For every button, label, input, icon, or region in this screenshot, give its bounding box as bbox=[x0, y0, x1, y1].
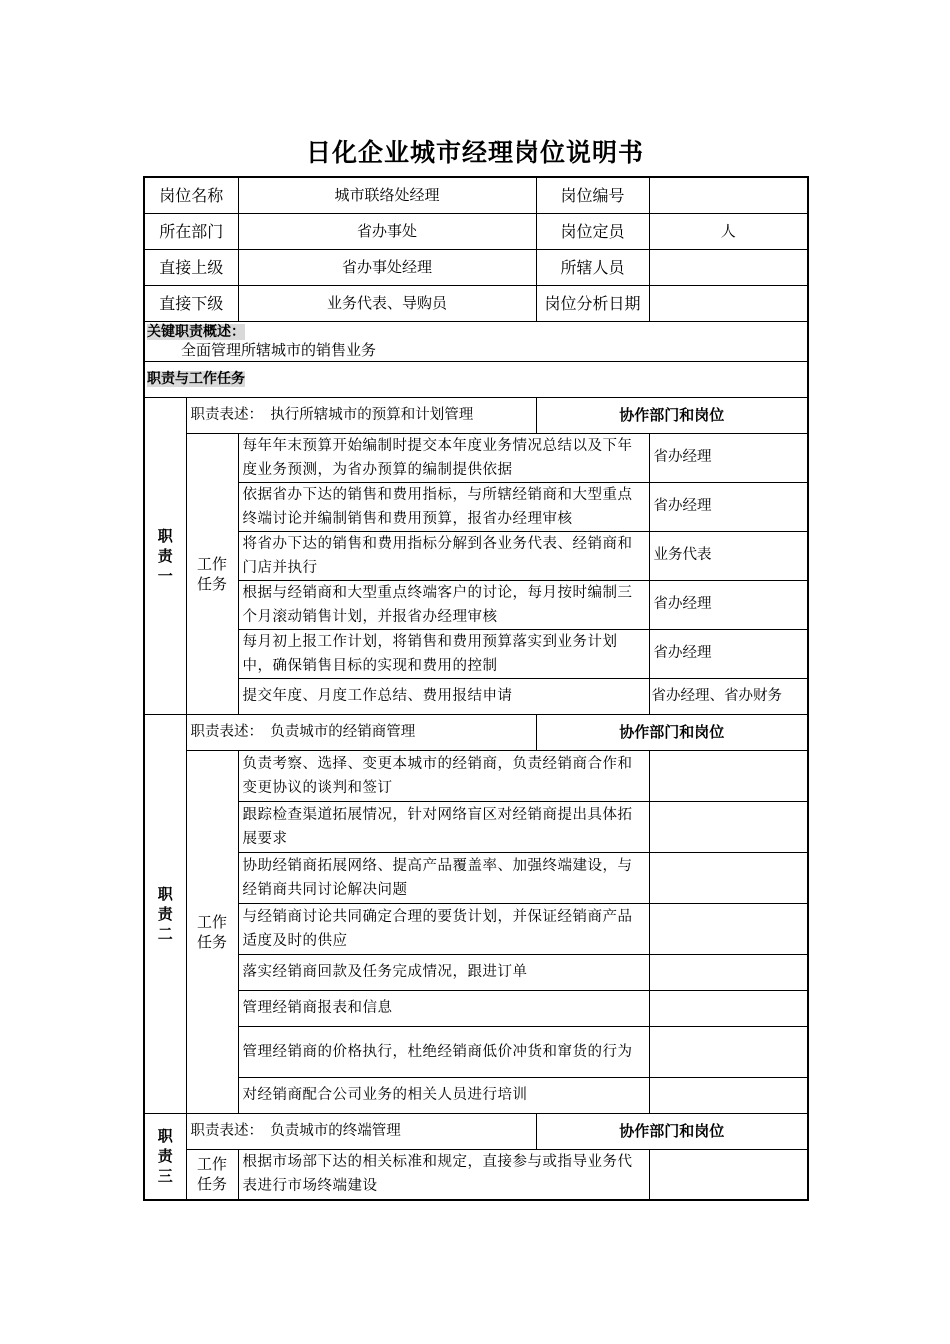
coop-header: 协作部门和岗位 bbox=[536, 714, 808, 750]
task-row bbox=[144, 531, 808, 580]
staff-label: 所辖人员 bbox=[536, 249, 649, 285]
coop-dept bbox=[649, 903, 808, 954]
work-task-label bbox=[186, 750, 238, 1113]
task-text: 提交年度、月度工作总结、费用报结申请 bbox=[238, 678, 649, 714]
coop-dept bbox=[649, 1149, 808, 1200]
coop-dept: 省办经理 bbox=[649, 629, 808, 678]
work-task-label-text: 工作 任务 bbox=[197, 912, 228, 951]
duty-desc-row bbox=[144, 1113, 808, 1149]
task-text: 负责考察、选择、变更本城市的经销商，负责经销商合作和变更协议的谈判和签订 bbox=[238, 750, 649, 801]
analysis-date-value bbox=[649, 285, 808, 321]
task-row bbox=[144, 852, 808, 903]
work-task-label-text: 工作 任务 bbox=[197, 554, 228, 593]
duty-desc-row bbox=[144, 397, 808, 433]
staff-value bbox=[649, 249, 808, 285]
coop-dept bbox=[649, 852, 808, 903]
coop-dept: 省办经理、省办财务 bbox=[649, 678, 808, 714]
task-text: 对经销商配合公司业务的相关人员进行培训 bbox=[238, 1077, 649, 1113]
task-row bbox=[144, 482, 808, 531]
coop-dept bbox=[649, 954, 808, 990]
task-text: 管理经销商报表和信息 bbox=[238, 990, 649, 1026]
header-row bbox=[144, 213, 808, 249]
coop-dept bbox=[649, 990, 808, 1026]
duty-label-text: 职 责 三 bbox=[157, 1127, 173, 1186]
task-text: 将省办下达的销售和费用指标分解到各业务代表、经销商和门店并执行 bbox=[238, 531, 649, 580]
task-text: 协助经销商拓展网络、提高产品覆盖率、加强终端建设，与经销商共同讨论解决问题 bbox=[238, 852, 649, 903]
coop-dept: 省办经理 bbox=[649, 580, 808, 629]
coop-dept: 业务代表 bbox=[649, 531, 808, 580]
task-text: 每月初上报工作计划，将销售和费用预算落实到业务计划中，确保销售目标的实现和费用的控制 bbox=[238, 629, 649, 678]
task-text: 根据与经销商和大型重点终端客户的讨论，每月按时编制三个月滚动销售计划，并报省办经理审核 bbox=[238, 580, 649, 629]
task-text: 根据市场部下达的相关标准和规定，直接参与或指导业务代表进行市场终端建设 bbox=[238, 1149, 649, 1200]
task-row bbox=[144, 903, 808, 954]
duty-label bbox=[144, 714, 186, 1113]
duty-label bbox=[144, 397, 186, 714]
task-row bbox=[144, 580, 808, 629]
duties-title: 职责与工作任务 bbox=[147, 371, 245, 387]
coop-header: 协作部门和岗位 bbox=[536, 1113, 808, 1149]
duties-title-row bbox=[144, 361, 808, 397]
coop-dept bbox=[649, 750, 808, 801]
coop-dept: 省办经理 bbox=[649, 482, 808, 531]
work-task-label-text: 工作 任务 bbox=[197, 1155, 228, 1194]
task-row bbox=[144, 801, 808, 852]
summary-text: 全面管理所辖城市的销售业务 bbox=[181, 340, 377, 359]
coop-header: 协作部门和岗位 bbox=[536, 397, 808, 433]
position-name-value: 城市联络处经理 bbox=[238, 177, 536, 213]
coop-dept bbox=[649, 1077, 808, 1113]
task-text: 每年年末预算开始编制时提交本年度业务情况总结以及下年度业务预测，为省办预算的编制提供依据 bbox=[238, 433, 649, 482]
duty-description: 职责表述： 负责城市的经销商管理 bbox=[186, 714, 536, 750]
task-row bbox=[144, 750, 808, 801]
duty-desc-row bbox=[144, 714, 808, 750]
position-no-label: 岗位编号 bbox=[536, 177, 649, 213]
task-row bbox=[144, 1077, 808, 1113]
summary-label: 关键职责概述： bbox=[147, 323, 245, 340]
duty-description: 职责表述： 执行所辖城市的预算和计划管理 bbox=[186, 397, 536, 433]
task-row bbox=[144, 990, 808, 1026]
task-text: 管理经销商的价格执行，杜绝经销商低价冲货和窜货的行为 bbox=[238, 1026, 649, 1077]
coop-dept: 省办经理 bbox=[649, 433, 808, 482]
work-task-label bbox=[186, 433, 238, 714]
task-row bbox=[144, 954, 808, 990]
work-task-label bbox=[186, 1149, 238, 1200]
task-row bbox=[144, 629, 808, 678]
document-title: 日化企业城市经理岗位说明书 bbox=[305, 138, 644, 167]
task-row bbox=[144, 1149, 808, 1200]
task-text: 跟踪检查渠道拓展情况，针对网络盲区对经销商提出具体拓展要求 bbox=[238, 801, 649, 852]
department-label: 所在部门 bbox=[144, 213, 238, 249]
task-row bbox=[144, 678, 808, 714]
header-row bbox=[144, 249, 808, 285]
duty-label-text: 职 责 二 bbox=[157, 884, 173, 943]
header-row bbox=[144, 177, 808, 213]
position-name-label: 岗位名称 bbox=[144, 177, 238, 213]
superior-label: 直接上级 bbox=[144, 249, 238, 285]
coop-dept bbox=[649, 801, 808, 852]
coop-dept bbox=[649, 1026, 808, 1077]
superior-value: 省办事处经理 bbox=[238, 249, 536, 285]
header-row bbox=[144, 285, 808, 321]
position-no-value bbox=[649, 177, 808, 213]
task-text: 依据省办下达的销售和费用指标，与所辖经销商和大型重点终端讨论并编制销售和费用预算，报省办经理审核 bbox=[238, 482, 649, 531]
analysis-date-label: 岗位分析日期 bbox=[536, 285, 649, 321]
subordinate-value: 业务代表、导购员 bbox=[238, 285, 536, 321]
task-text: 与经销商讨论共同确定合理的要货计划，并保证经销商产品适度及时的供应 bbox=[238, 903, 649, 954]
summary-row bbox=[144, 321, 808, 361]
duty-label bbox=[144, 1113, 186, 1200]
headcount-value: 人 bbox=[649, 213, 808, 249]
headcount-label: 岗位定员 bbox=[536, 213, 649, 249]
duty-description: 职责表述： 负责城市的终端管理 bbox=[186, 1113, 536, 1149]
subordinate-label: 直接下级 bbox=[144, 285, 238, 321]
duty-label-text: 职 责 一 bbox=[157, 526, 173, 585]
task-text: 落实经销商回款及任务完成情况，跟进订单 bbox=[238, 954, 649, 990]
task-row bbox=[144, 433, 808, 482]
department-value: 省办事处 bbox=[238, 213, 536, 249]
job-description-table bbox=[143, 176, 809, 1201]
task-row bbox=[144, 1026, 808, 1077]
